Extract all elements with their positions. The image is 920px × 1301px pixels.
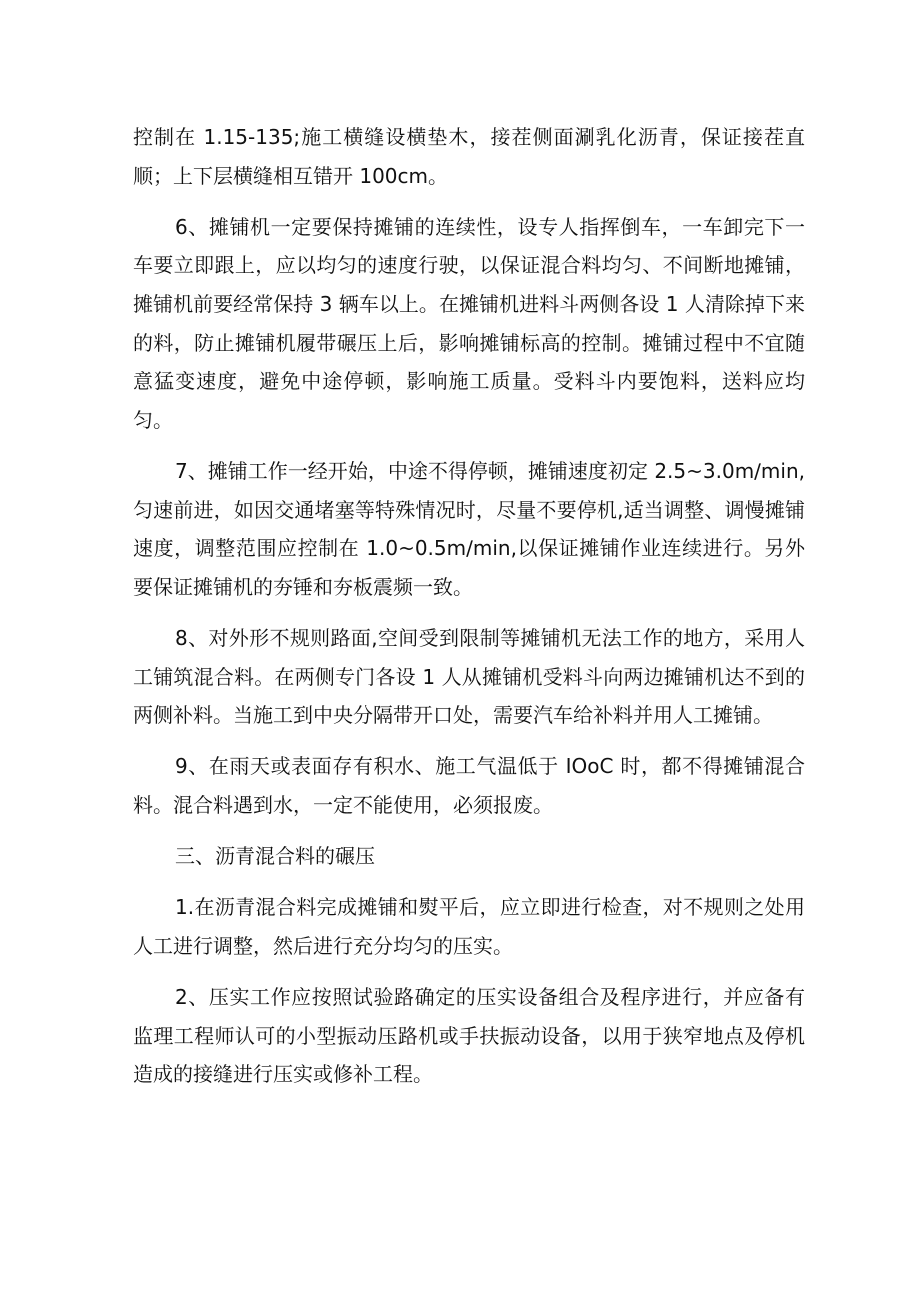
document-body [133, 118, 805, 1106]
paragraph-rolling-1: 1.在沥青混合料完成摊铺和熨平后，应立即进行检查，对不规则之处用人工进行调整，然后进行充分均匀的压实。 [133, 895, 805, 958]
paragraph-rolling-2: 2、压实工作应按照试验路确定的压实设备组合及程序进行，并应备有监理工程师认可的小型振动压路机或手扶振动设备，以用于狭窄地点及停机造成的接缝进行压实或修补工程。 [133, 985, 805, 1087]
paragraph-item-7: 7、摊铺工作一经开始，中途不得停顿，摊铺速度初定 2.5~3.0m∕min,匀速前进，如因交通堵塞等特殊情况时，尽量不要停机,适当调整、调慢摊铺速度，调整范围应控制在 1.0~0.5m∕min,以保证摊铺作业连续进行。另外要保证摊铺机的夯锤和夯板震频一致。 [133, 458, 805, 599]
paragraph-continued: 控制在 1.15-135;施工横缝设横垫木，接茬侧面涮乳化沥青，保证接茬直顺；上下层横缝相互错开 100cm。 [133, 125, 805, 188]
section-heading-rolling: 三、沥青混合料的碾压 [175, 844, 375, 869]
paragraph-item-9: 9、在雨天或表面存有积水、施工气温低于 IOoC 时，都不得摊铺混合料。混合料遇到水，一定不能使用，必须报废。 [133, 754, 805, 817]
paragraph-item-6: 6、摊铺机一定要保持摊铺的连续性，设专人指挥倒车，一车卸完下一车要立即跟上，应以均匀的速度行驶，以保证混合料均匀、不间断地摊铺，摊铺机前要经常保持 3 辆车以上。在摊铺机进料斗两侧各设 1 人清除掉下来的料，防止摊铺机履带碾压上后，影响摊铺标高的控制。摊铺过程中不宜随意猛变速度，避免中途停顿，影响施工质量。受料斗内要饱料，送料应均匀。 [133, 214, 805, 432]
paragraph-item-8: 8、对外形不规则路面,空间受到限制等摊铺机无法工作的地方，采用人工铺筑混合料。在两侧专门各设 1 人从摊铺机受料斗向两边摊铺机达不到的两侧补料。当施工到中央分隔带开口处，需要汽车给补料并用人工摊铺。 [133, 625, 805, 728]
